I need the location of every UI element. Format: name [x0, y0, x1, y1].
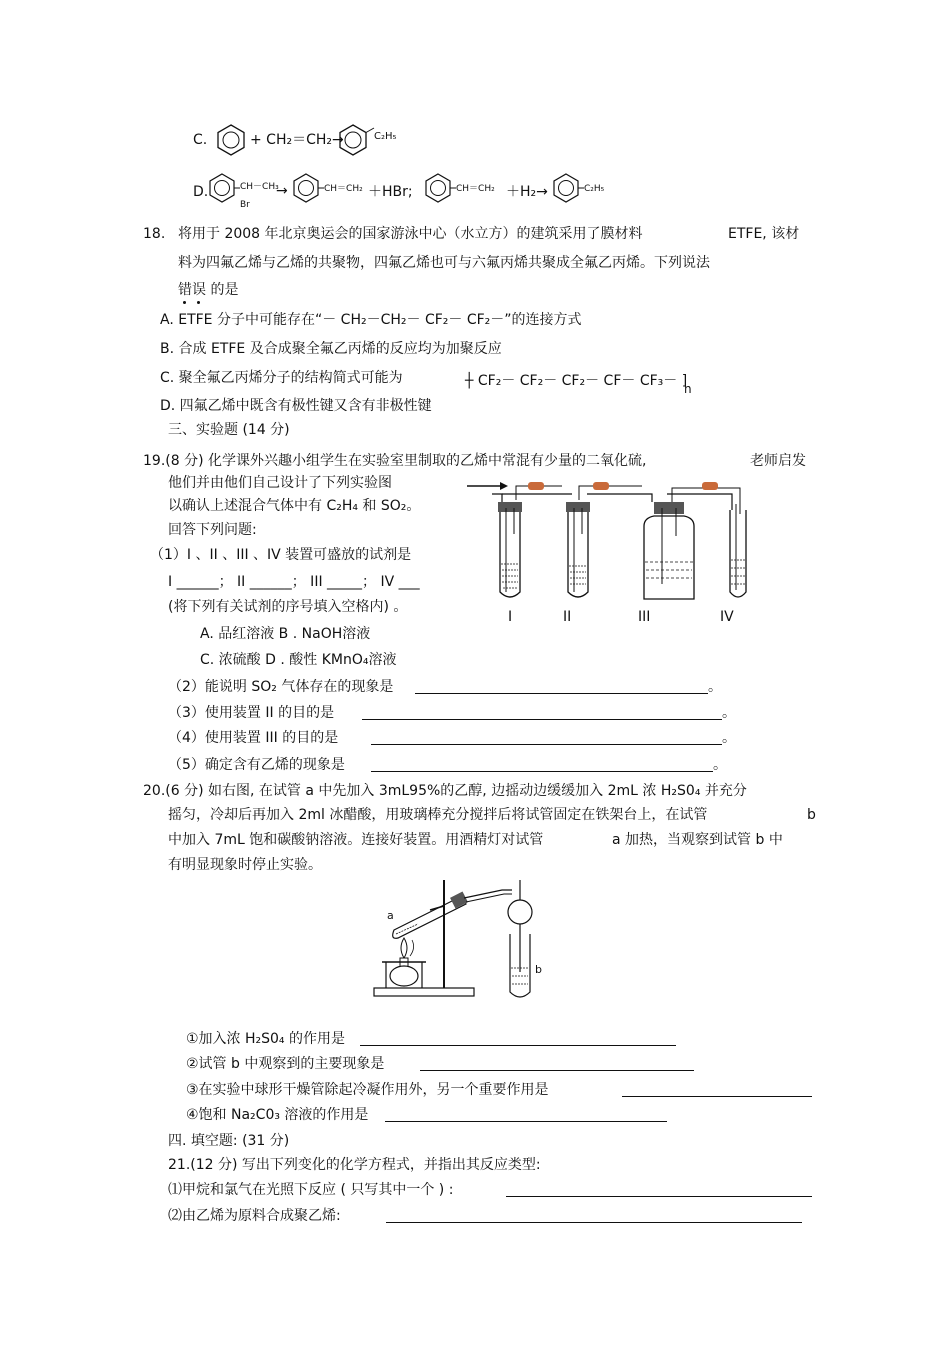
q20-sub1-answer-blank[interactable] — [360, 1031, 676, 1046]
figure-label-b: b — [535, 963, 542, 976]
section-4-heading: 四. 填空题: (31 分) — [168, 1133, 290, 1149]
figure-label-a: a — [387, 909, 394, 922]
q18-option-d: D. 四氟乙烯中既含有极性键又含有非极性键 — [160, 398, 432, 414]
q20-sub3: ③在实验中球形干燥管除起冷凝作用外，另一个重要作用是 — [186, 1082, 549, 1098]
option-d-vinyl2: CH＝CH₂ — [456, 184, 495, 194]
apparatus-label-iv: IV — [720, 609, 734, 625]
benzene-ring-icon — [216, 123, 246, 157]
option-c-reagent: + CH₂＝CH₂→ — [250, 132, 344, 148]
option-d-bromo: Br — [240, 200, 250, 210]
option-c-product: C₂H₅ — [374, 131, 397, 142]
option-d-hydrogen: ＋H₂→ — [506, 184, 548, 200]
q20-stem-line1: 20.(6 分) 如右图, 在试管 a 中先加入 3mL95%的乙醇, 边摇动边缓缓加入 2mL 浓 H₂S0₄ 并充分 — [143, 783, 747, 799]
q19-stem-line3: 以确认上述混合气体中有 C₂H₄ 和 SO₂。 — [168, 498, 421, 514]
q21-stem: 21.(12 分) 写出下列变化的化学方程式，并指出其反应类型: — [168, 1157, 541, 1173]
apparatus-label-ii: II — [563, 609, 572, 625]
q19-part3-answer-blank[interactable] — [362, 705, 722, 720]
q19-stem-line4: 回答下列问题: — [168, 522, 257, 538]
benzene-ring-icon — [208, 172, 236, 204]
benzene-ring-icon — [338, 123, 368, 157]
apparatus-label-i: I — [508, 609, 513, 625]
emphasis-dot — [197, 301, 200, 304]
q18-number: 18. — [143, 226, 166, 242]
q20-stem-line2: 摇匀，冷却后再加入 2ml 冰醋酸，用玻璃棒充分搅拌后将试管固定在铁架台上，在试管 — [168, 807, 708, 823]
q20-stem-line3-end: a 加热，当观察到试管 b 中 — [612, 832, 783, 848]
q21-sub2: ⑵由乙烯为原料合成聚乙烯: — [168, 1208, 341, 1224]
benzene-ring-icon — [552, 172, 580, 204]
q19-part3: （3）使用装置 II 的目的是 — [168, 705, 335, 721]
q19-part4-end: 。 — [722, 730, 736, 746]
q18-option-a: A. ETFE 分子中可能存在“－ CH₂－CH₂－ CF₂－ CF₂－”的连接方式 — [160, 312, 582, 328]
q19-part1: （1）I 、II 、III 、IV 装置可盛放的试剂是 — [150, 547, 412, 563]
q21-sub1-answer-blank[interactable] — [506, 1182, 812, 1197]
q19-part4: （4）使用装置 III 的目的是 — [168, 730, 339, 746]
q19-stem-line1-end: 老师启发 — [750, 453, 806, 469]
option-c-label: C. — [193, 132, 208, 148]
q19-choices-cd: C. 浓硫酸 D . 酸性 KMnO₄溶液 — [200, 652, 397, 668]
q18-stem-line2: 料为四氟乙烯与乙烯的共聚物，四氟乙烯也可与六氟丙烯共聚成全氟乙丙烯。下列说法 — [178, 255, 710, 271]
q19-part2-answer-blank[interactable] — [415, 679, 708, 694]
q20-sub4-answer-blank[interactable] — [385, 1107, 667, 1122]
q18-stem-line3: 错误 的是 — [178, 282, 239, 298]
q19-part3-end: 。 — [722, 705, 736, 721]
q19-part5-end: 。 — [713, 757, 727, 773]
option-d-arrow: → — [276, 183, 288, 199]
benzene-ring-icon — [424, 172, 452, 204]
q18-stem-line1-end: ETFE, 该材 — [728, 226, 800, 242]
emphasis-dot — [183, 301, 186, 304]
q20-sub3-answer-blank[interactable] — [622, 1082, 812, 1097]
q19-stem-line1: 19.(8 分) 化学课外兴趣小组学生在实验室里制取的乙烯中常混有少量的二氧化硫, — [143, 453, 647, 469]
gas-washing-apparatus-diagram — [462, 474, 762, 614]
esterification-apparatus-diagram — [372, 876, 552, 1001]
q19-stem-line2: 他们并由他们自己设计了下列实验图 — [168, 475, 392, 491]
q20-sub1: ①加入浓 H₂S0₄ 的作用是 — [186, 1031, 345, 1047]
q19-part5: （5）确定含有乙烯的现象是 — [168, 757, 345, 773]
option-d-vinyl: CH＝CH₂ — [324, 184, 363, 194]
q19-part2: （2）能说明 SO₂ 气体存在的现象是 — [168, 679, 394, 695]
q19-choices-ab: A. 品红溶液 B . NaOH溶液 — [200, 626, 371, 642]
apparatus-label-iii: III — [638, 609, 651, 625]
q19-part2-end: 。 — [708, 679, 722, 695]
option-d-substituent: CH－CH₃ — [240, 182, 279, 192]
q19-part1-note: (将下列有关试剂的序号填入空格内) 。 — [168, 599, 408, 615]
benzene-ring-icon — [292, 172, 320, 204]
q21-sub2-answer-blank[interactable] — [386, 1208, 802, 1223]
q20-sub2: ②试管 b 中观察到的主要现象是 — [186, 1056, 385, 1072]
option-d-product: C₂H₅ — [584, 184, 605, 194]
q20-stem-line3: 中加入 7mL 饱和碳酸钠溶液。连接好装置。用酒精灯对试管 — [168, 832, 544, 848]
q19-part4-answer-blank[interactable] — [371, 730, 722, 745]
q18-option-b: B. 合成 ETFE 及合成聚全氟乙丙烯的反应均为加聚反应 — [160, 341, 502, 357]
q20-sub4: ④饱和 Na₂C0₃ 溶液的作用是 — [186, 1107, 369, 1123]
q19-part1-blanks[interactable]: I ______； II ______； III _____； IV ___ — [168, 574, 420, 590]
section-3-heading: 三、实验题 (14 分) — [168, 422, 290, 438]
q18-stem-line1: 将用于 2008 年北京奥运会的国家游泳中心（水立方）的建筑采用了膜材料 — [178, 226, 643, 242]
option-d-hbr: ＋HBr; — [368, 184, 413, 200]
q20-stem-line2-end: b — [807, 807, 816, 823]
q18-option-c: C. 聚全氟乙丙烯分子的结构简式可能为 — [160, 370, 403, 386]
q19-part5-answer-blank[interactable] — [371, 757, 713, 772]
q20-stem-line4: 有明显现象时停止实验。 — [168, 857, 322, 873]
q18-option-c-subscript: n — [684, 382, 692, 396]
option-d-label: D. — [193, 184, 209, 200]
q21-sub1: ⑴甲烷和氯气在光照下反应 ( 只写其中一个 ) : — [168, 1182, 454, 1198]
q20-sub2-answer-blank[interactable] — [420, 1056, 694, 1071]
q18-option-c-formula: ┼ CF₂－ CF₂－ CF₂－ CF－ CF₃－ ] — [465, 373, 688, 389]
